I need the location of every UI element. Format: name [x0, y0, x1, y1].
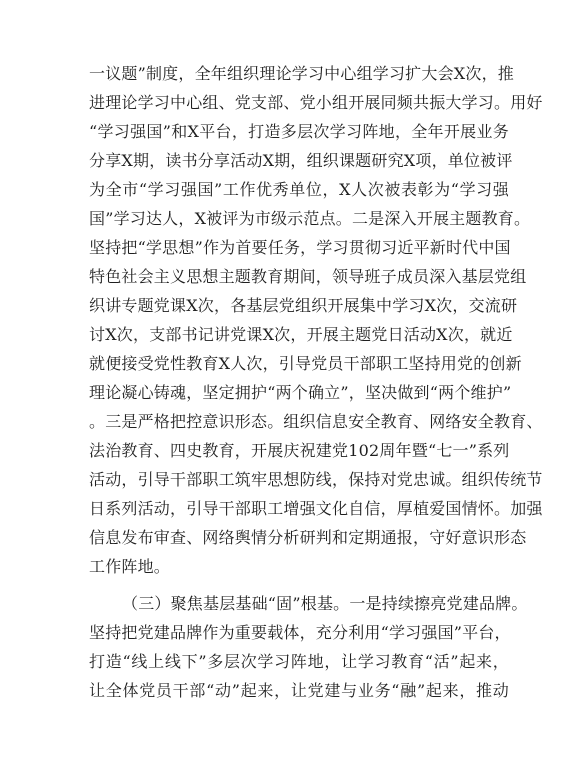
text-line: 日系列活动，引导干部职工增强文化自信，厚植爱国情怀。加强 — [89, 499, 543, 518]
text-line: 国”学习达人，X被评为市级示范点。二是深入开展主题教育。 — [89, 209, 531, 228]
text-line: 讨X次，支部书记讲党课X次，开展主题党日活动X次，就近 — [89, 325, 513, 344]
text-line: 法治教育、四史教育，开展庆祝建党102周年暨“七一”系列 — [89, 441, 510, 460]
text-line: 织讲专题党课X次，各基层党组织开展集中学习X次，交流研 — [89, 296, 518, 315]
text-line: 理论凝心铸魂，坚定拥护“两个确立”，坚决做到“两个维护” — [89, 383, 512, 402]
text-line: 。三是严格把控意识形态。组织信息安全教育、网络安全教育、 — [89, 412, 543, 431]
text-line: 就便接受党性教育X人次，引导党员干部职工坚持用党的创新 — [89, 354, 522, 373]
text-line: 打造“线上线下”多层次学习阵地，让学习教育“活”起来， — [89, 652, 509, 671]
text-line: 活动，引导干部职工筑牢思想防线，保持对党忠诚。组织传统节 — [89, 470, 543, 489]
text-line: 工作阵地。 — [89, 557, 171, 576]
text-line: 进理论学习中心组、党支部、党小组开展同频共振大学习。用好 — [89, 93, 543, 112]
text-line: 一议题”制度，全年组织理论学习中心组学习扩大会X次，推 — [89, 64, 514, 83]
text-line: 让全体党员干部“动”起来，让党建与业务“融”起来，推动 — [89, 681, 509, 700]
text-line: 信息发布审查、网络舆情分析研判和定期通报，守好意识形态 — [89, 528, 527, 547]
text-line: “学习强国”和X平台，打造多层次学习阵地，全年开展业务 — [89, 122, 509, 141]
text-line: 坚持把“学思想”作为首要任务，学习贯彻习近平新时代中国 — [89, 238, 511, 257]
text-line: 特色社会主义思想主题教育期间，领导班子成员深入基层党组 — [89, 267, 527, 286]
text-line: 为全市“学习强国”工作优秀单位，X人次被表彰为“学习强 — [89, 180, 509, 199]
text-line: 分享X期，读书分享活动X期，组织课题研究X项，单位被评 — [89, 151, 513, 170]
section-heading-line: （三）聚焦基层基础“固”根基。一是持续擦亮党建品牌。 — [122, 594, 528, 613]
text-line: 坚持把党建品牌作为重要载体，充分利用“学习强国”平台， — [89, 623, 511, 642]
